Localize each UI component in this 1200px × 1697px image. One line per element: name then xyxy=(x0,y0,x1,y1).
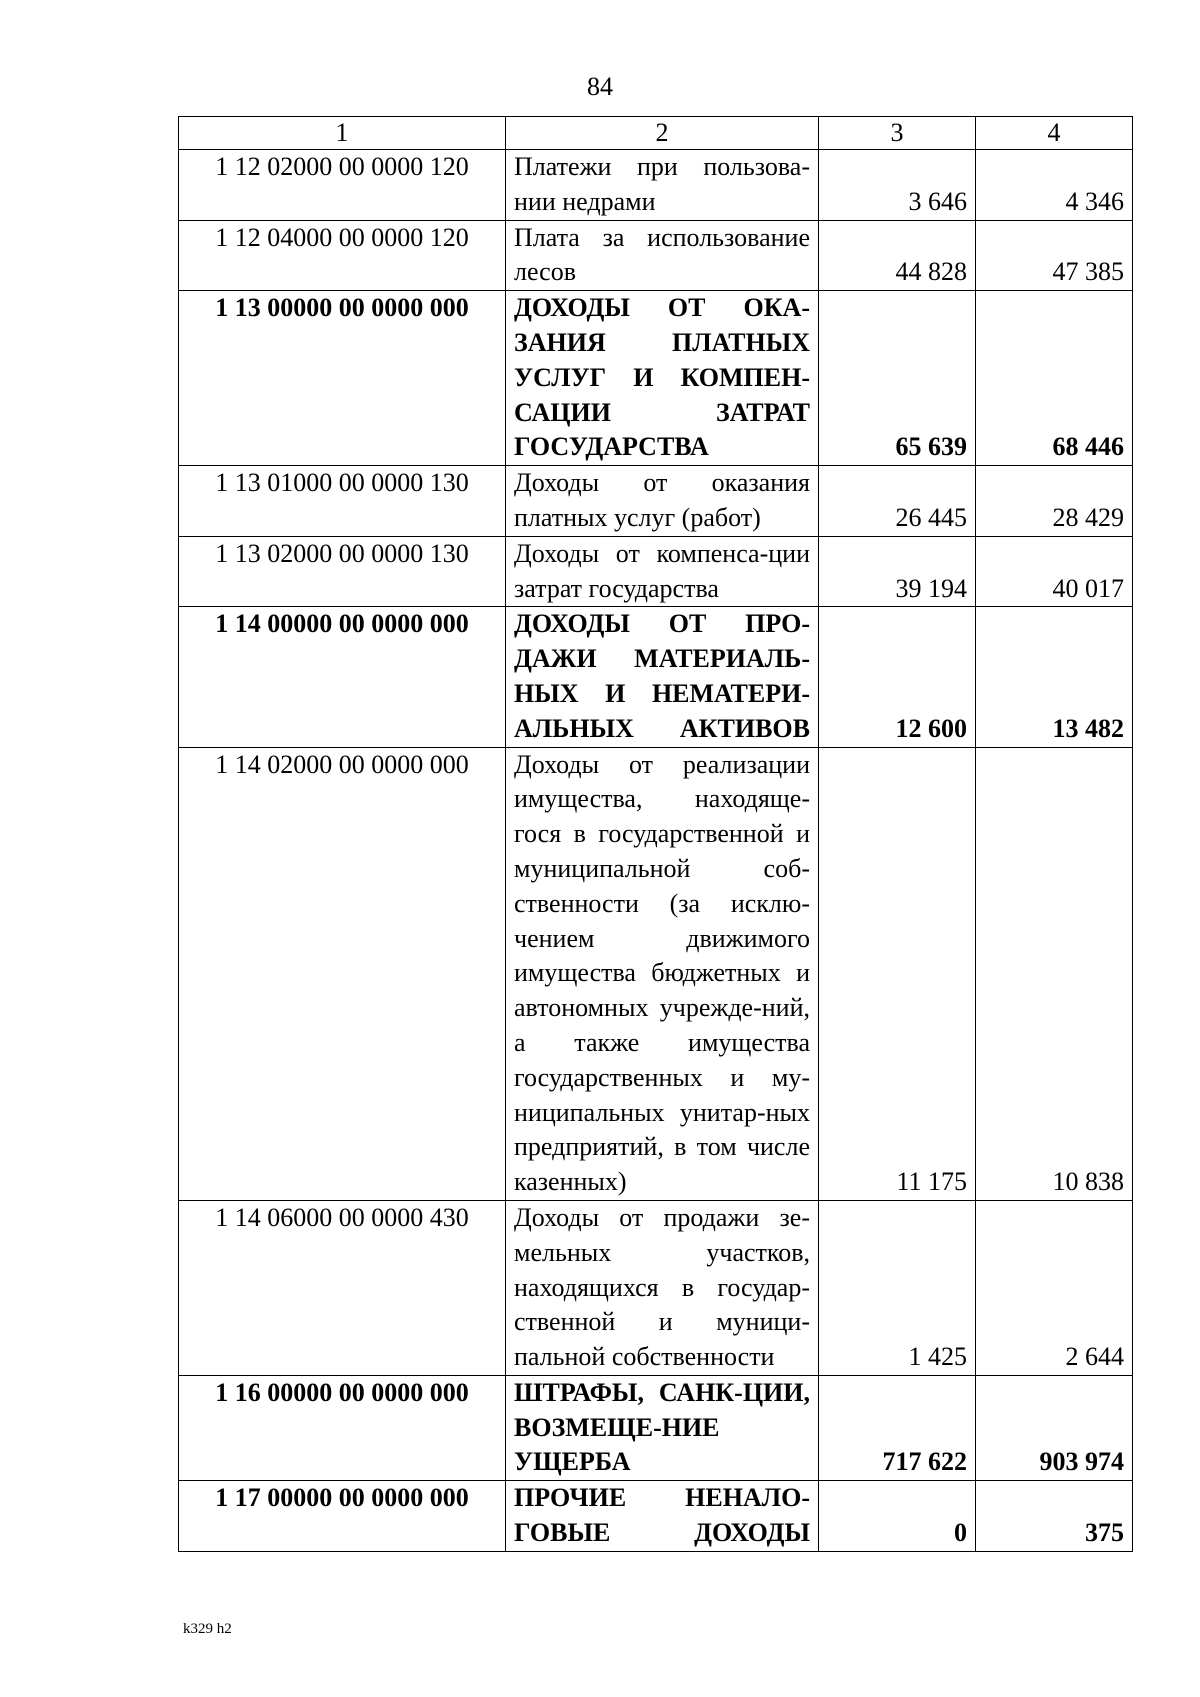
table-row xyxy=(179,466,1133,537)
table-header-row xyxy=(179,117,1133,150)
amount-column-4-cell: 375 xyxy=(976,1481,1133,1552)
amount-column-4-cell: 2 644 xyxy=(976,1200,1133,1375)
document-footer-code: k329 h2 xyxy=(183,1621,232,1637)
kbk-code-cell: 1 14 06000 00 0000 430 xyxy=(179,1200,506,1375)
description-cell: Платежи при пользова-нии недрами xyxy=(506,150,819,221)
description-cell: ШТРАФЫ, САНК-ЦИИ, ВОЗМЕЩЕ-НИЕ УЩЕРБА xyxy=(506,1375,819,1480)
table-row xyxy=(179,150,1133,221)
page-number: 84 xyxy=(587,72,613,101)
kbk-code-cell: 1 17 00000 00 0000 000 xyxy=(179,1481,506,1552)
amount-column-4-cell: 10 838 xyxy=(976,747,1133,1200)
description-cell: Доходы от реализации имущества, находяще-гося в государственной и муниципальной соб-ственности (за исклю-чением движимого имущества бюджетных и автономных учрежде-ний, а также имущества государственных и му-ниципальных унитар-ных предприятий, в том числе казенных) xyxy=(506,747,819,1200)
kbk-code-cell: 1 13 00000 00 0000 000 xyxy=(179,291,506,466)
kbk-code-cell: 1 14 00000 00 0000 000 xyxy=(179,607,506,747)
column-header: 2 xyxy=(506,117,819,150)
column-header: 1 xyxy=(179,117,506,150)
description-cell: ПРОЧИЕ НЕНАЛО-ГОВЫЕ ДОХОДЫ xyxy=(506,1481,819,1552)
table-row xyxy=(179,291,1133,466)
description-cell: Доходы от оказания платных услуг (работ) xyxy=(506,466,819,537)
amount-column-3-cell: 1 425 xyxy=(819,1200,976,1375)
description-cell: ДОХОДЫ ОТ ПРО-ДАЖИ МАТЕРИАЛЬ-НЫХ И НЕМАТЕРИ-АЛЬНЫХ АКТИВОВ xyxy=(506,607,819,747)
column-header: 3 xyxy=(819,117,976,150)
budget-table xyxy=(178,116,1133,1552)
kbk-code-cell: 1 14 02000 00 0000 000 xyxy=(179,747,506,1200)
amount-column-4-cell: 68 446 xyxy=(976,291,1133,466)
table-row xyxy=(179,220,1133,291)
amount-column-3-cell: 3 646 xyxy=(819,150,976,221)
table-row xyxy=(179,747,1133,1200)
kbk-code-cell: 1 16 00000 00 0000 000 xyxy=(179,1375,506,1480)
amount-column-4-cell: 28 429 xyxy=(976,466,1133,537)
description-cell: ДОХОДЫ ОТ ОКА-ЗАНИЯ ПЛАТНЫХ УСЛУГ И КОМПЕН-САЦИИ ЗАТРАТ ГОСУДАРСТВА xyxy=(506,291,819,466)
table-row xyxy=(179,1200,1133,1375)
amount-column-3-cell: 12 600 xyxy=(819,607,976,747)
amount-column-3-cell: 717 622 xyxy=(819,1375,976,1480)
description-cell: Плата за использование лесов xyxy=(506,220,819,291)
table-row xyxy=(179,607,1133,747)
table-row xyxy=(179,1375,1133,1480)
kbk-code-cell: 1 13 02000 00 0000 130 xyxy=(179,536,506,607)
amount-column-3-cell: 44 828 xyxy=(819,220,976,291)
amount-column-3-cell: 39 194 xyxy=(819,536,976,607)
amount-column-3-cell: 65 639 xyxy=(819,291,976,466)
table-row xyxy=(179,1481,1133,1552)
kbk-code-cell: 1 12 02000 00 0000 120 xyxy=(179,150,506,221)
amount-column-4-cell: 903 974 xyxy=(976,1375,1133,1480)
kbk-code-cell: 1 13 01000 00 0000 130 xyxy=(179,466,506,537)
amount-column-4-cell: 47 385 xyxy=(976,220,1133,291)
description-cell: Доходы от компенса-ции затрат государства xyxy=(506,536,819,607)
column-header: 4 xyxy=(976,117,1133,150)
amount-column-3-cell: 26 445 xyxy=(819,466,976,537)
amount-column-4-cell: 13 482 xyxy=(976,607,1133,747)
amount-column-3-cell: 11 175 xyxy=(819,747,976,1200)
amount-column-3-cell: 0 xyxy=(819,1481,976,1552)
kbk-code-cell: 1 12 04000 00 0000 120 xyxy=(179,220,506,291)
amount-column-4-cell: 40 017 xyxy=(976,536,1133,607)
table-row xyxy=(179,536,1133,607)
amount-column-4-cell: 4 346 xyxy=(976,150,1133,221)
description-cell: Доходы от продажи зе-мельных участков, находящихся в государ-ственной и муници-пальной собственности xyxy=(506,1200,819,1375)
